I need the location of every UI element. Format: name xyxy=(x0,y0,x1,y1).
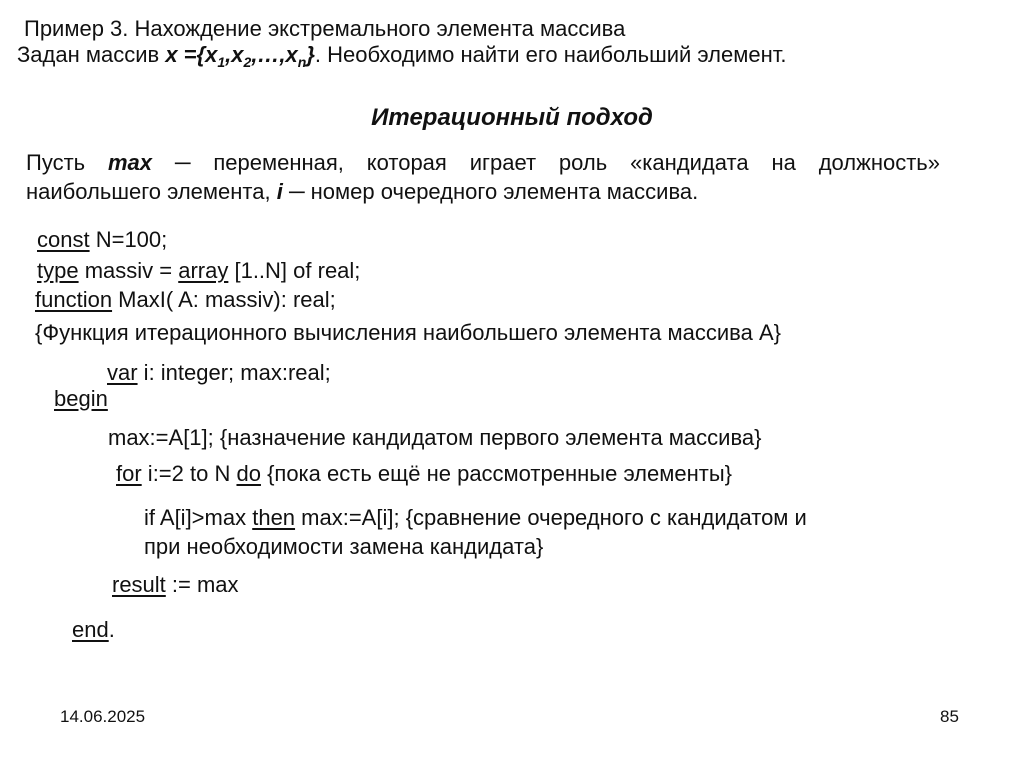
code-line-var: var i: integer; max:real; xyxy=(107,360,331,385)
code-line-for: for i:=2 to N do {пока есть ещё не рассмотренные элементы} xyxy=(116,461,732,486)
code-line-end: end. xyxy=(72,617,115,642)
code-line-const: const N=100; xyxy=(37,227,168,252)
code-line-comment: {Функция итерационного вычисления наибольшего элемента массива А} xyxy=(35,320,781,345)
task-statement xyxy=(17,42,787,68)
code-line-if: if A[i]>max then max:=A[i]; {сравнение очередного с кандидатом и xyxy=(144,505,807,530)
task-prefix: Задан массив xyxy=(17,42,166,67)
section-subtitle: Итерационный подход xyxy=(371,104,653,131)
code-line-type: type massiv = array [1..N] of real; xyxy=(37,258,361,283)
code-line-result: result := max xyxy=(112,572,239,597)
code-line-function: function MaxI( A: massiv): real; xyxy=(35,287,336,312)
footer-date: 14.06.2025 xyxy=(60,707,146,726)
description-line-1: Пусть max ─ переменная, которая играет роль «кандидата на должность» xyxy=(26,150,941,175)
task-suffix: . Необходимо найти его наибольший элемент. xyxy=(314,42,787,67)
description-line-2: наибольшего элемента, i ─ номер очередного элемента массива. xyxy=(26,179,699,204)
slide-title: Пример 3. Нахождение экстремального элемента массива xyxy=(24,16,626,41)
code-line-init-max: max:=A[1]; {назначение кандидатом первого элемента массива} xyxy=(108,425,762,450)
array-formula: $x =\{x_1,x_2,\dots,x_n\}$ xyxy=(165,42,315,70)
footer-page-number: 85 xyxy=(940,707,959,726)
code-line-begin: begin xyxy=(54,386,108,411)
code-line-if-cont: при необходимости замена кандидата} xyxy=(144,534,544,559)
